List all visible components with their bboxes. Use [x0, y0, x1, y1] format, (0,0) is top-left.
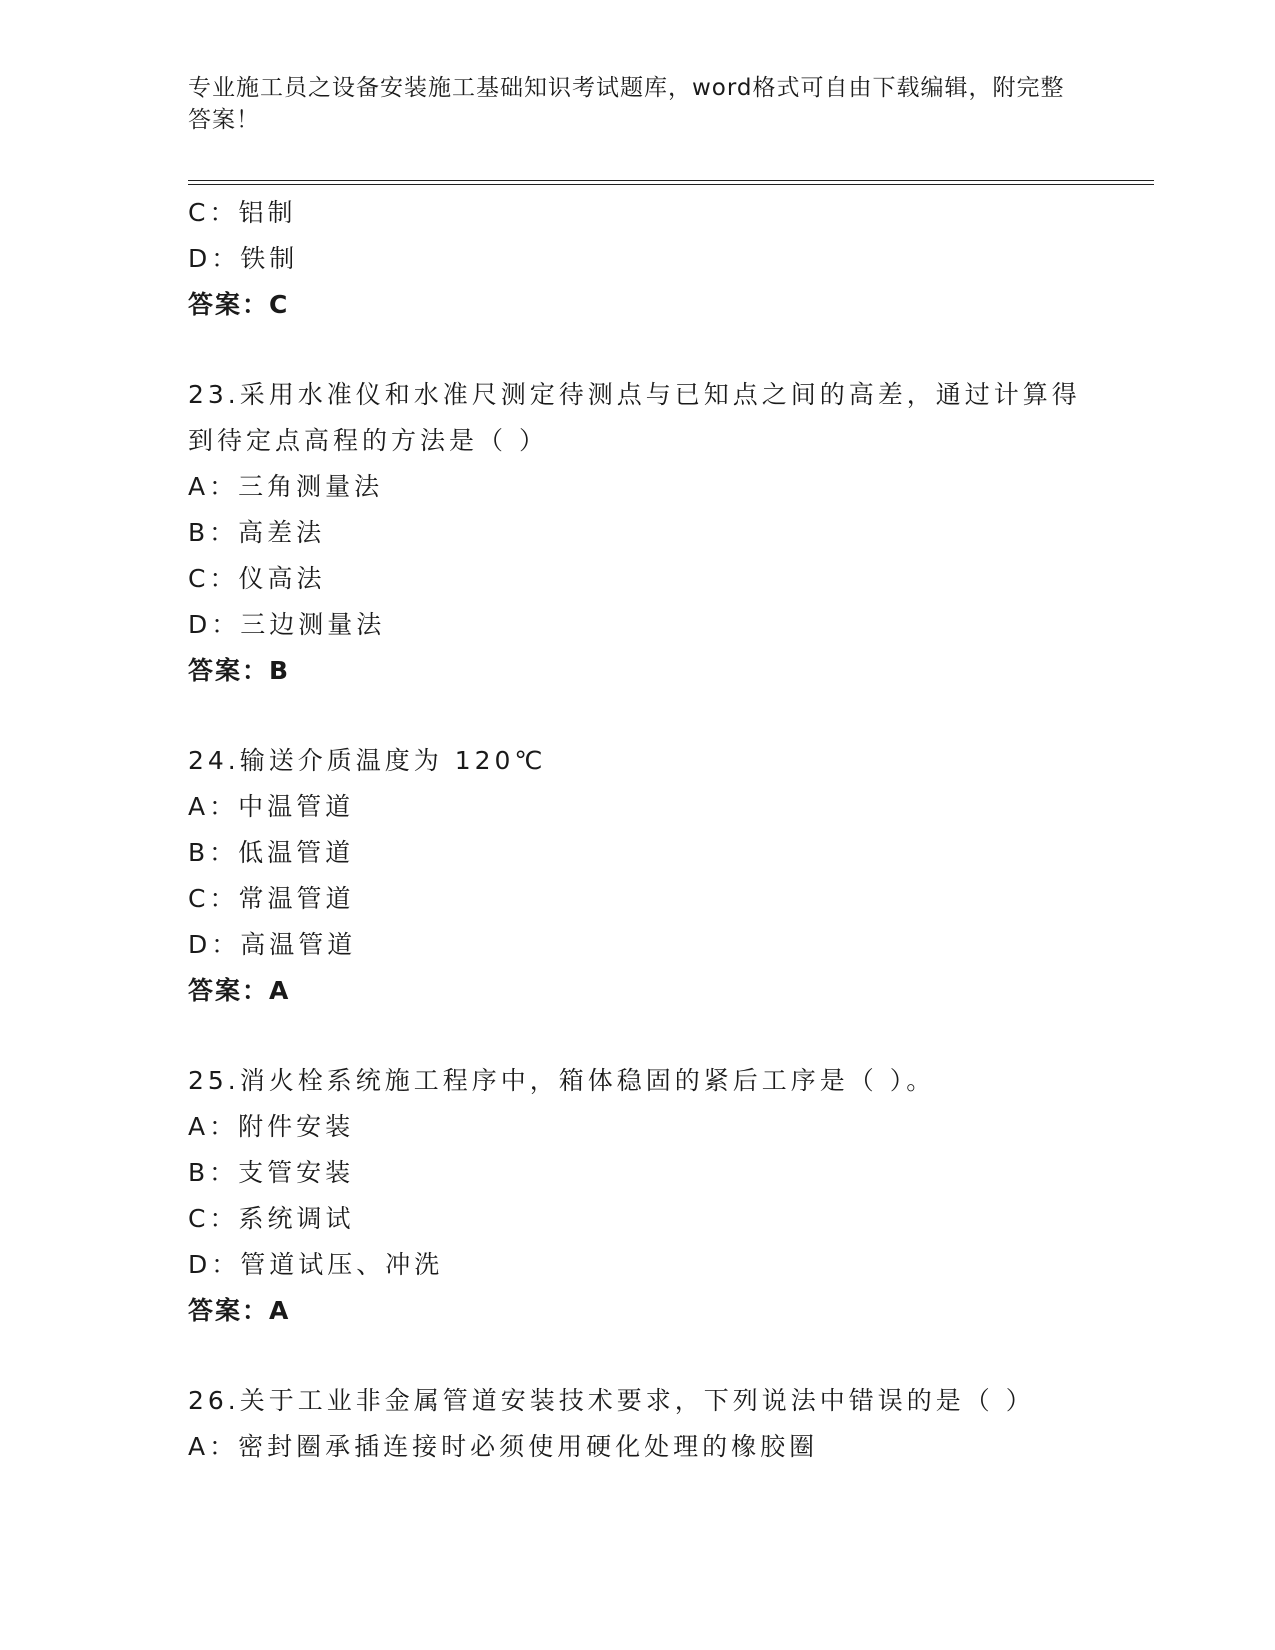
question-stem: 24.输送介质温度为 120℃: [188, 746, 547, 775]
question-list: [188, 190, 1088, 1470]
spacer: [188, 328, 1088, 372]
question-25: [188, 1058, 1088, 1334]
option-d: D：管道试压、冲洗: [188, 1250, 444, 1279]
question-23: [188, 372, 1088, 694]
header-divider-bottom: [188, 184, 1154, 185]
answer: 答案：A: [188, 976, 291, 1005]
option-c: C：系统调试: [188, 1204, 355, 1233]
header-divider-top: [188, 180, 1154, 181]
option-d: D：三边测量法: [188, 610, 386, 639]
question-22-tail: [188, 190, 1088, 328]
option-a: A：中温管道: [188, 792, 355, 821]
question-stem-continued: 到待定点高程的方法是（ ）: [188, 426, 548, 455]
option-d: D：铁制: [188, 244, 299, 273]
option-b: B：高差法: [188, 518, 326, 547]
option-a: A：附件安装: [188, 1112, 355, 1141]
answer: 答案：C: [188, 290, 290, 319]
spacer: [188, 694, 1088, 738]
option-b: B：低温管道: [188, 838, 355, 867]
option-b: B：支管安装: [188, 1158, 355, 1187]
question-stem: 23.采用水准仪和水准尺测定待测点与已知点之间的高差，通过计算得: [188, 380, 1081, 409]
answer: 答案：B: [188, 656, 291, 685]
document-header: [188, 72, 1068, 136]
header-title: 专业施工员之设备安装施工基础知识考试题库，word格式可自由下载编辑，附完整答案！: [188, 75, 1065, 133]
option-a: A：三角测量法: [188, 472, 384, 501]
option-c: C：仪高法: [188, 564, 326, 593]
option-c: C：常温管道: [188, 884, 355, 913]
option-c: C：铝制: [188, 198, 297, 227]
question-26: [188, 1378, 1088, 1470]
spacer: [188, 1014, 1088, 1058]
question-24: [188, 738, 1088, 1014]
option-a: A：密封圈承插连接时必须使用硬化处理的橡胶圈: [188, 1432, 819, 1461]
question-stem: 26.关于工业非金属管道安装技术要求，下列说法中错误的是（ ）: [188, 1386, 1035, 1415]
question-stem: 25.消火栓系统施工程序中，箱体稳固的紧后工序是（ ）。: [188, 1066, 936, 1095]
option-d: D：高温管道: [188, 930, 357, 959]
spacer: [188, 1334, 1088, 1378]
answer: 答案：A: [188, 1296, 291, 1325]
